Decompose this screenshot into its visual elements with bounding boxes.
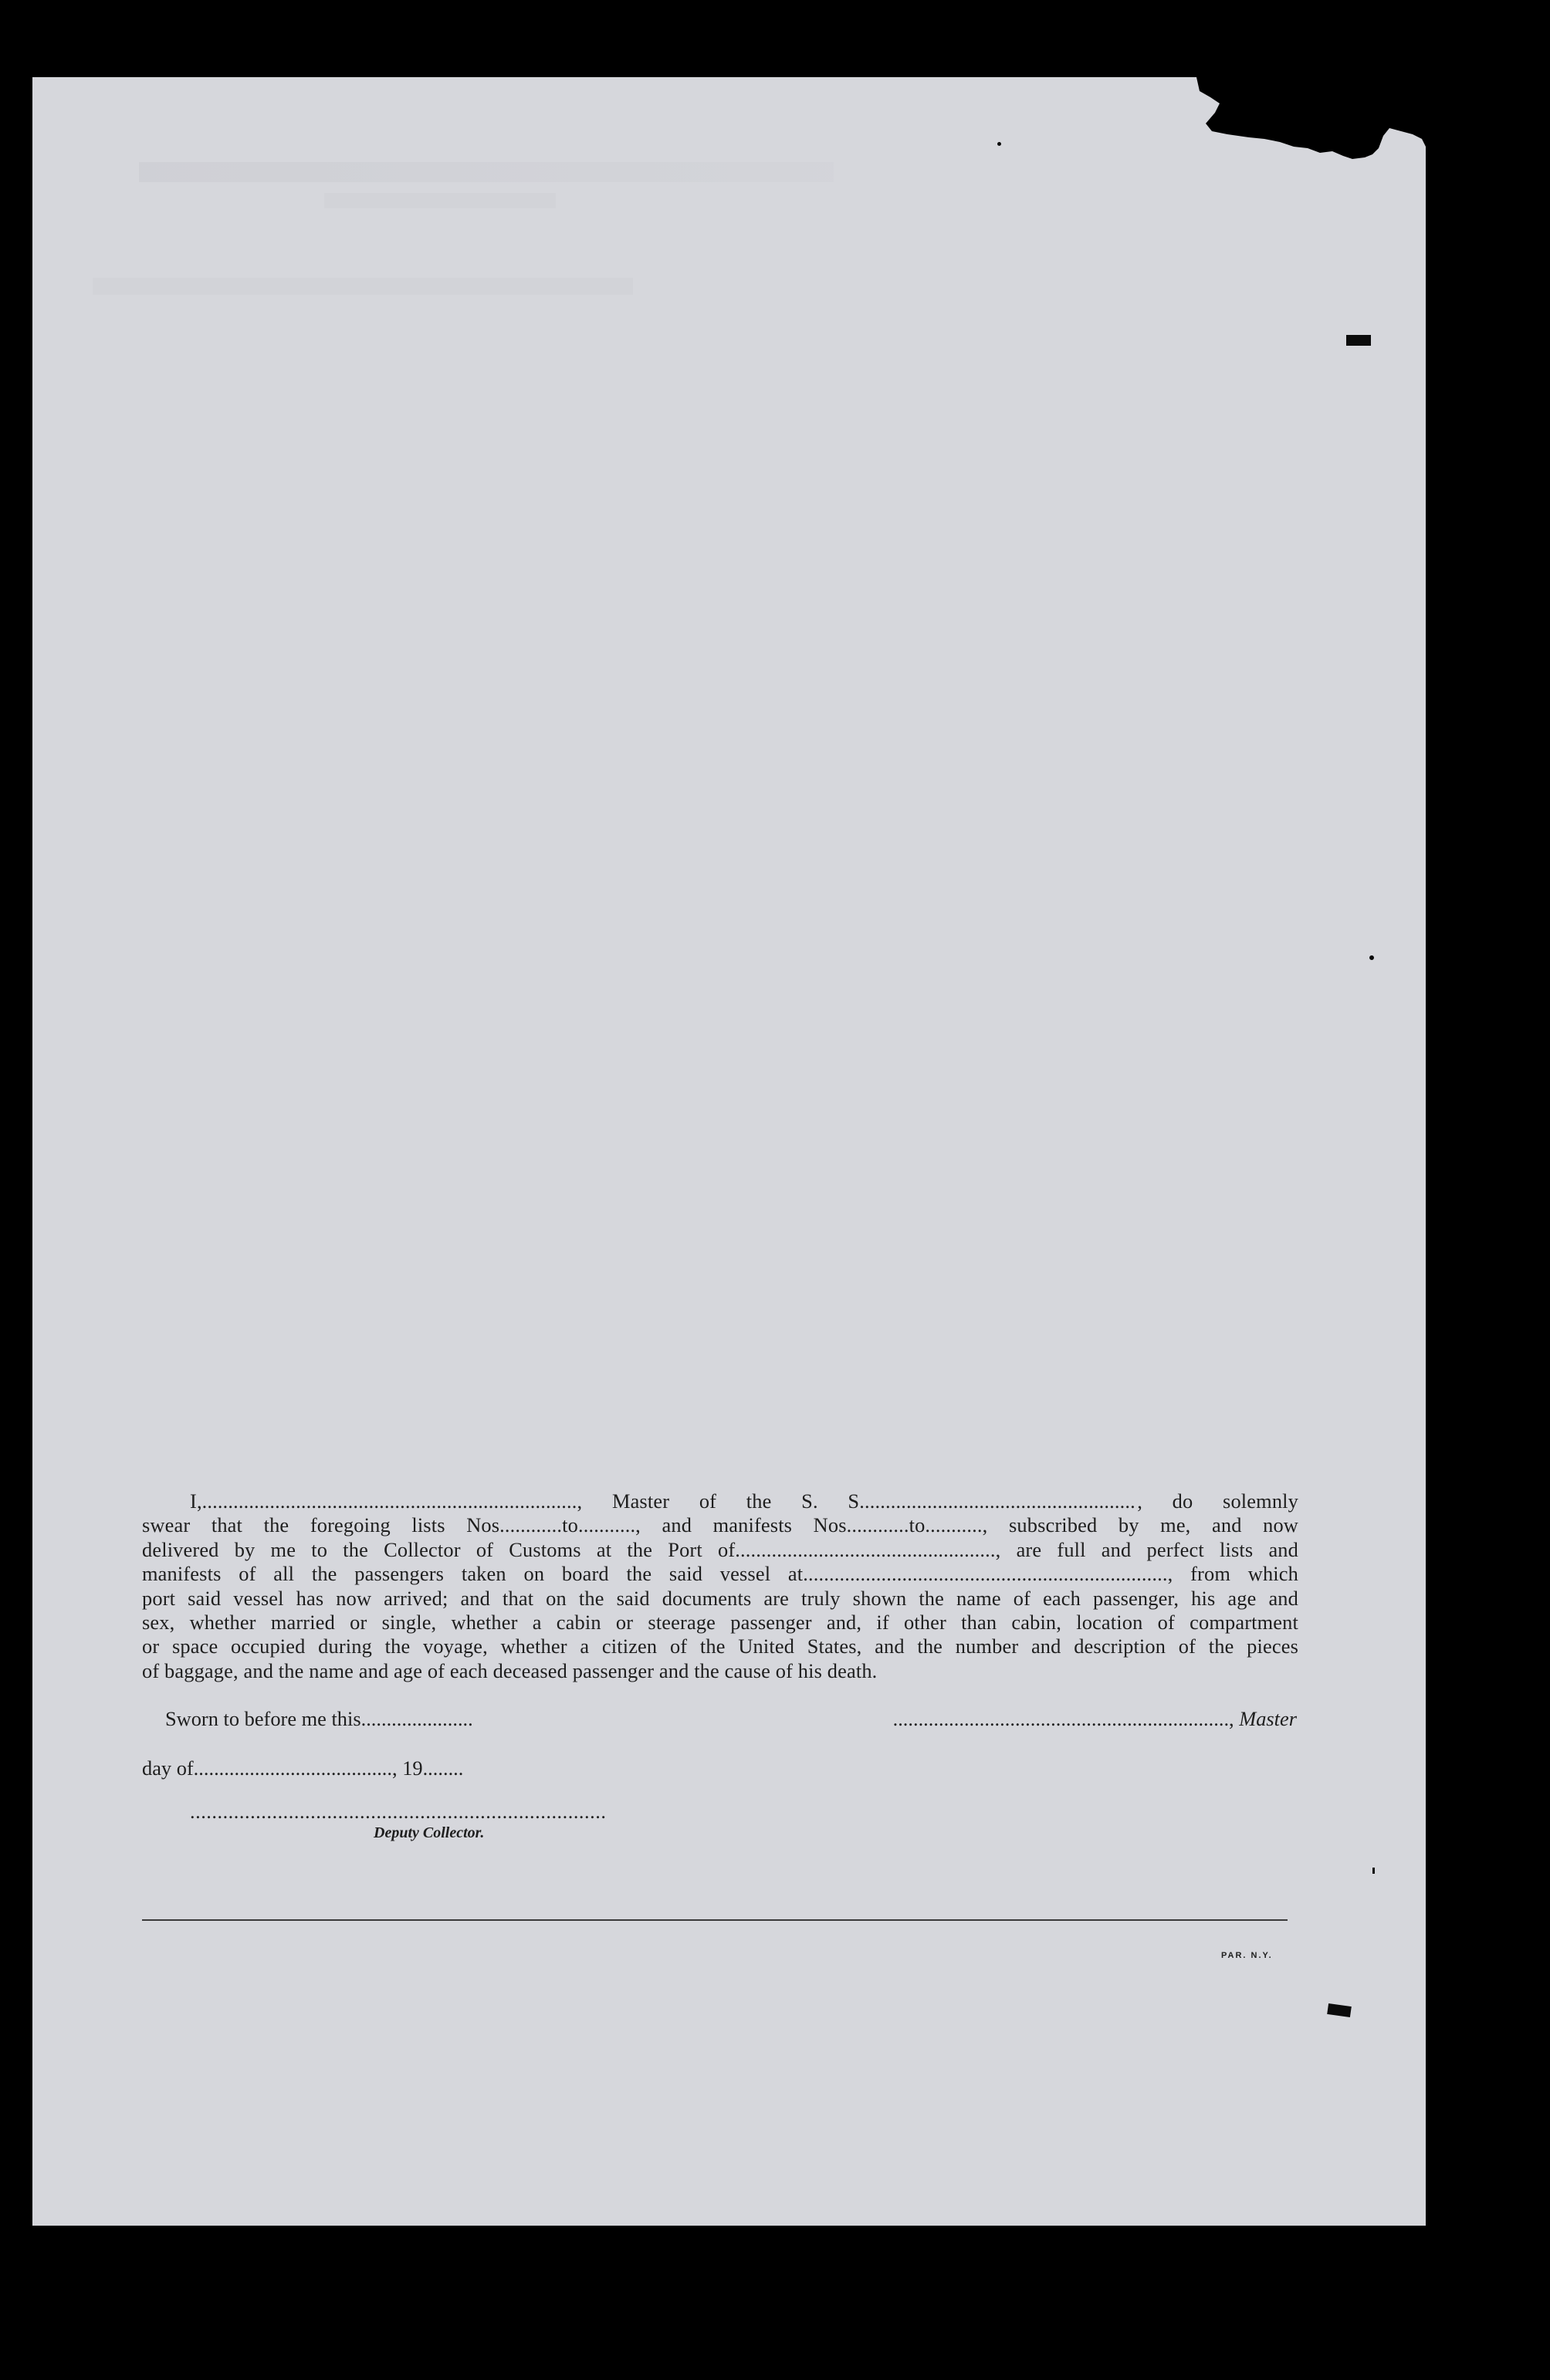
- oath-line: swear that the foregoing lists Nos............to..........., and manifests Nos............to..........., subscribed by me, and now: [142, 1513, 1298, 1537]
- oath-line: or space occupied during the voyage, whether a citizen of the United States, and the number and description of the pieces: [142, 1635, 1298, 1658]
- deputy-signature-dots: ............................................................................: [190, 1800, 607, 1823]
- bleed-through-text: [139, 162, 834, 182]
- oath-line: delivered by me to the Collector of Customs at the Port of.................................................., are full and perfect lists and: [142, 1537, 1298, 1561]
- ink-speck: [1372, 1868, 1375, 1874]
- master-label: Master: [1239, 1707, 1297, 1730]
- ink-speck: [997, 142, 1001, 146]
- oath-line: manifests of all the passengers taken on board the said vessel at......................................................................, from which: [142, 1562, 1298, 1586]
- document-page: [32, 77, 1426, 2226]
- ink-speck: [1369, 955, 1374, 960]
- footer-rule: [142, 1919, 1288, 1921]
- deputy-collector-label: Deputy Collector.: [374, 1824, 485, 1841]
- oath-line: port said vessel has now arrived; and that on the said documents are truly shown the name of each passenger, his age and: [142, 1586, 1298, 1610]
- master-signature-dots: ..................................................................,: [892, 1707, 1240, 1730]
- torn-corner: [1181, 77, 1436, 185]
- bleed-through-text: [324, 193, 556, 208]
- oath-line: of baggage, and the name and age of each deceased passenger and the cause of his death.: [142, 1658, 878, 1682]
- bleed-through-text: [93, 278, 633, 295]
- oath-line: sex, whether married or single, whether a cabin or steerage passenger and, if other than cabin, location of compartment: [142, 1611, 1298, 1635]
- master-signature-line: [820, 1707, 1297, 1731]
- sworn-line: Sworn to before me this......................: [165, 1707, 473, 1730]
- ink-speck: [1346, 335, 1371, 346]
- printer-mark: PAR. N.Y.: [1221, 1951, 1273, 1960]
- master-oath-text: [142, 1489, 1298, 1683]
- day-of-line: day of......................................., 19........: [142, 1756, 464, 1780]
- oath-line: I,........................................................................, Master of the S. S..................................................... , do solemnly: [190, 1489, 1298, 1513]
